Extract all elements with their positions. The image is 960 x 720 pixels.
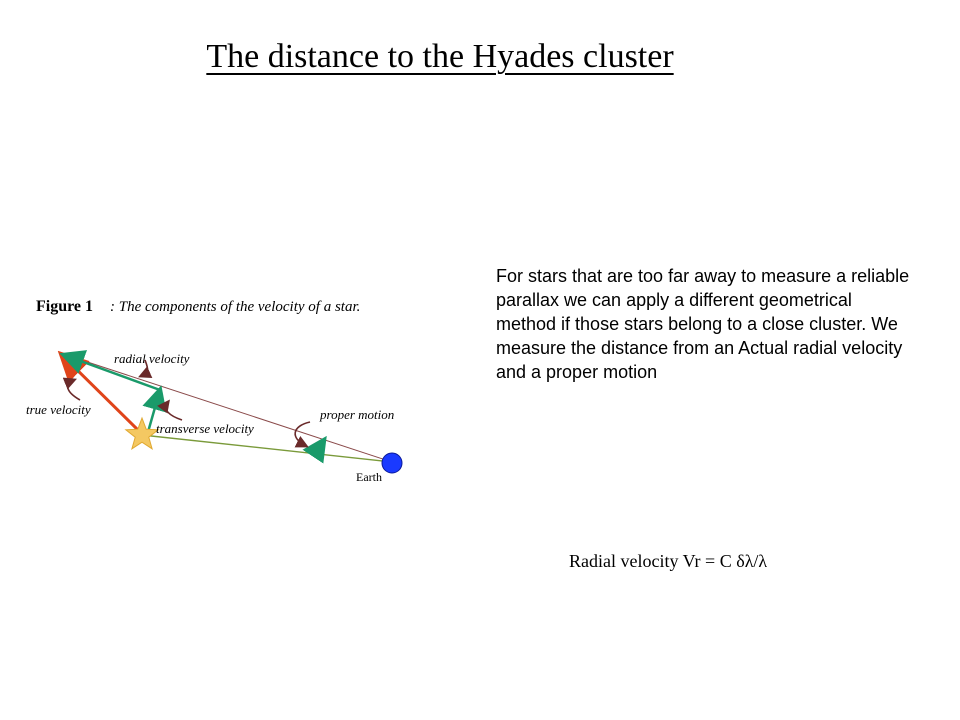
earth-icon [382, 453, 402, 473]
radial-velocity-equation: Radial velocity Vr = C δλ/λ [569, 551, 768, 571]
transverse-velocity-label: transverse velocity [156, 421, 254, 436]
transverse-velocity-pointer [166, 402, 182, 420]
earth-label: Earth [356, 470, 382, 484]
figure-caption-text: : The components of the velocity of a star. [110, 299, 361, 315]
velocity-diagram [20, 280, 440, 500]
proper-motion-label: proper motion [320, 407, 395, 422]
proper-motion-arrow [316, 440, 324, 452]
true-velocity-pointer [68, 380, 80, 400]
earth-star-sightline [142, 435, 392, 462]
velocity-components-figure [20, 280, 440, 500]
slide-title: The distance to the Hyades cluster [206, 38, 674, 75]
true-velocity-label: true velocity [26, 402, 91, 417]
radial-velocity-label: radial velocity [114, 351, 190, 366]
explanation-paragraph: For stars that are too far away to measure a reliable parallax we can apply a different geometrical method if those stars belong to a close cluster. We measure the distance from an Actual radial velocity and a proper motion [496, 266, 910, 382]
figure-caption-label: Figure 1 [36, 298, 94, 315]
